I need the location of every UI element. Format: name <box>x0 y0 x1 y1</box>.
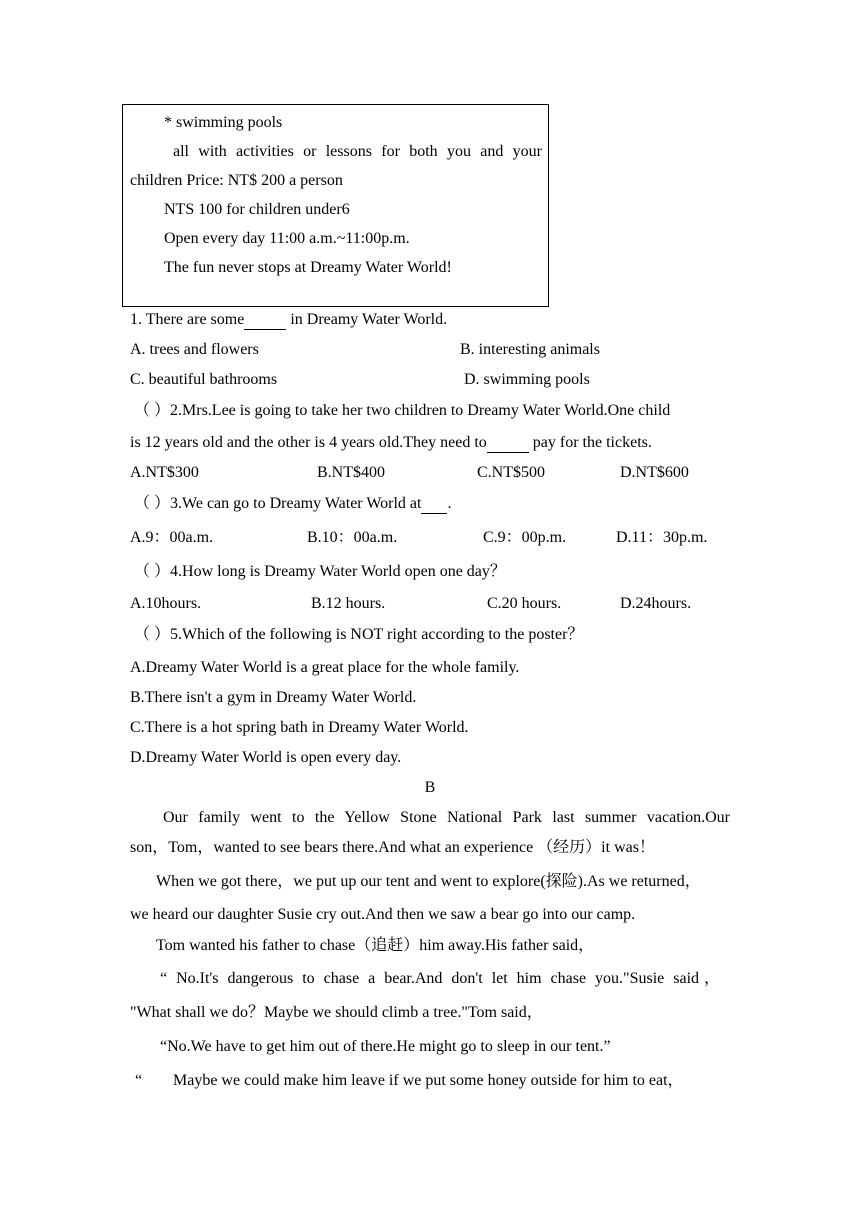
q3-option-d: D.11：30p.m. <box>616 529 708 546</box>
q2-option-b: B.NT$400 <box>317 464 385 481</box>
q5-option-b: B.There isn't a gym in Dreamy Water World. <box>130 689 417 706</box>
answer-parentheses: （ ） <box>134 563 171 580</box>
q5-option-a: A.Dreamy Water World is a great place for the whole family. <box>130 659 520 676</box>
passage-p1-line-2: son，Tom，wanted to see bears there.And what an experience （经历）it was！ <box>130 839 655 856</box>
question-2-stem-start: is 12 years old and the other is 4 years old.They need to <box>130 434 487 451</box>
poster-line-5: Open every day 11:00 a.m.~11:00p.m. <box>164 230 410 247</box>
answer-parentheses: （ ） <box>134 626 171 643</box>
q1-option-d: D. swimming pools <box>464 371 590 388</box>
question-4-line <box>134 562 506 582</box>
answer-parentheses: （ ） <box>134 402 171 419</box>
q4-option-d: D.24hours. <box>620 595 692 612</box>
question-1-stem-start: 1. There are some <box>130 311 245 328</box>
q5-option-c: C.There is a hot spring bath in Dreamy Water World. <box>130 719 469 736</box>
poster-line-1: * swimming pools <box>164 114 283 131</box>
q4-option-b: B.12 hours. <box>311 595 386 612</box>
q1-option-a: A. trees and flowers <box>130 341 259 358</box>
poster-line-3: children Price: NT$ 200 a person <box>130 172 343 189</box>
question-2-stem: 2.Mrs.Lee is going to take her two children to Dreamy Water World.One child <box>170 402 671 419</box>
answer-blank <box>487 436 529 453</box>
q3-option-a: A.9：00a.m. <box>130 529 214 546</box>
passage-p6-line-1: Maybe we could make him leave if we put some honey outside for him to eat， <box>173 1072 684 1089</box>
passage-p4-line-2: "What shall we do？Maybe we should climb a tree."Tom said， <box>130 1004 543 1021</box>
q3-option-c: C.9：00p.m. <box>483 529 567 546</box>
passage-p2-line-1: When we got there，we put up our tent and went to explore(探险).As we returned， <box>156 873 701 890</box>
question-2-line-1 <box>134 401 670 421</box>
question-1-stem-end: in Dreamy Water World. <box>286 311 448 328</box>
q1-option-c: C. beautiful bathrooms <box>130 371 278 388</box>
passage-p4-line-1: “ No.It's dangerous to chase a bear.And don't let him chase you."Susie said， <box>160 970 720 987</box>
q4-option-a: A.10hours. <box>130 595 202 612</box>
question-1-stem <box>130 310 447 330</box>
answer-parentheses: （ ） <box>134 495 171 512</box>
question-3-stem-start: 3.We can go to Dreamy Water World at <box>170 495 422 512</box>
question-2-stem-end: pay for the tickets. <box>528 434 652 451</box>
passage-p2-line-2: we heard our daughter Susie cry out.And then we saw a bear go into our camp. <box>130 906 636 923</box>
poster-line-4: NTS 100 for children under6 <box>164 201 350 218</box>
poster-line-6: The fun never stops at Dreamy Water World! <box>164 259 452 276</box>
section-b-title: B <box>424 779 436 796</box>
question-4-stem: 4.How long is Dreamy Water World open one day？ <box>170 563 506 580</box>
passage-p5-line-1: “No.We have to get him out of there.He might go to sleep in our tent.” <box>160 1038 611 1055</box>
q3-option-b: B.10：00a.m. <box>307 529 398 546</box>
q2-option-d: D.NT$600 <box>620 464 689 481</box>
question-5-stem: 5.Which of the following is NOT right according to the poster？ <box>170 626 584 643</box>
q4-option-c: C.20 hours. <box>487 595 562 612</box>
question-2-line-2 <box>130 433 652 453</box>
q5-option-d: D.Dreamy Water World is open every day. <box>130 749 402 766</box>
question-3-stem-end: . <box>447 495 452 512</box>
question-3-line <box>134 494 451 514</box>
q2-option-a: A.NT$300 <box>130 464 199 481</box>
q1-option-b: B. interesting animals <box>460 341 600 358</box>
answer-blank <box>421 497 447 514</box>
answer-blank <box>244 313 286 330</box>
q2-option-c: C.NT$500 <box>477 464 545 481</box>
passage-p1-line-1: Our family went to the Yellow Stone National Park last summer vacation.Our <box>163 809 730 826</box>
passage-p3-line-1: Tom wanted his father to chase（追赶）him away.His father said， <box>156 937 595 954</box>
poster-line-2: all with activities or lessons for both you and your <box>173 143 542 160</box>
question-5-line <box>134 625 583 645</box>
passage-p6-open-quote: “ <box>135 1072 143 1089</box>
